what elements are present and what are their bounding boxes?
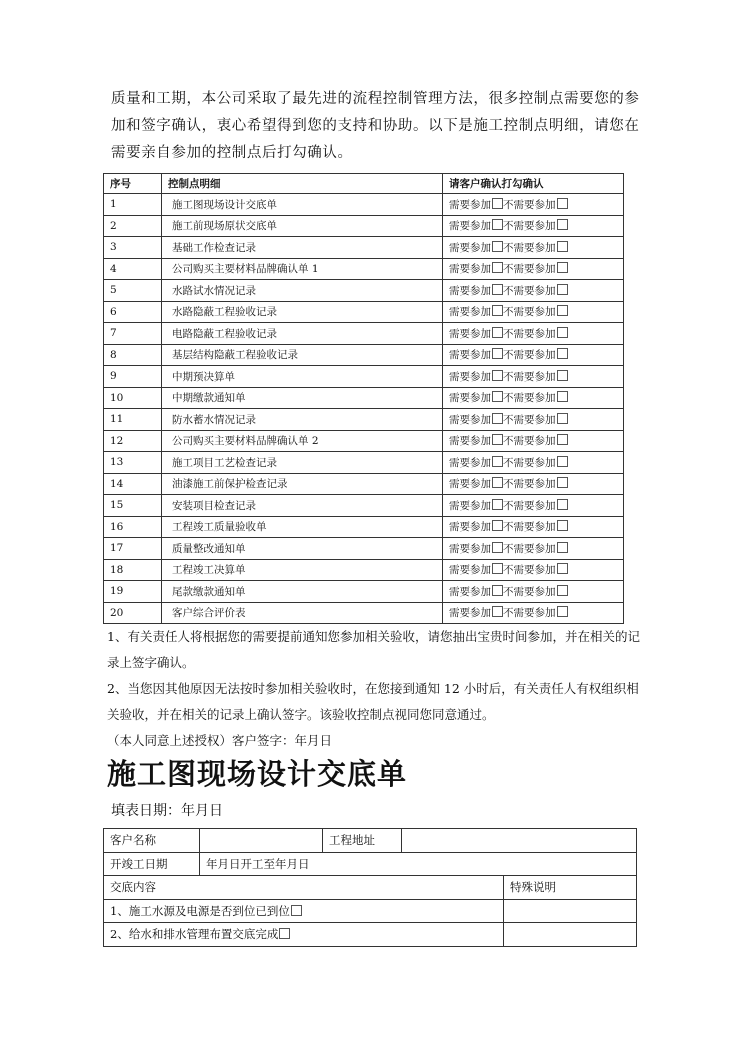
row-detail: 电路隐蔽工程验收记录	[162, 323, 443, 345]
row-index: 18	[104, 559, 162, 581]
noneed-label: 不需要参加	[503, 585, 556, 598]
row-detail: 施工项目工艺检查记录	[162, 452, 443, 474]
noneed-label: 不需要参加	[503, 456, 556, 469]
need-label: 需要参加	[449, 327, 491, 340]
need-label: 需要参加	[449, 392, 491, 405]
client-name-label: 客户名称	[104, 829, 200, 853]
noneed-label: 不需要参加	[503, 478, 556, 491]
noneed-label: 不需要参加	[503, 306, 556, 319]
need-checkbox[interactable]	[492, 563, 503, 574]
noneed-checkbox[interactable]	[557, 370, 568, 381]
row-detail: 公司购买主要材料品牌确认单 2	[162, 430, 443, 452]
row-confirm	[443, 366, 624, 388]
header-index: 序号	[104, 174, 162, 194]
need-label: 需要参加	[449, 564, 491, 577]
need-label: 需要参加	[449, 220, 491, 233]
row-index: 14	[104, 473, 162, 495]
need-label: 需要参加	[449, 435, 491, 448]
row-confirm	[443, 258, 624, 280]
need-label: 需要参加	[449, 456, 491, 469]
item-2	[104, 923, 504, 947]
note-1: 1、有关责任人将根据您的需要提前通知您参加相关验收，请您抽出宝贵时间参加，并在相关的记录上签字确认。	[107, 629, 640, 670]
notes	[107, 624, 642, 754]
noneed-label: 不需要参加	[503, 413, 556, 426]
noneed-checkbox[interactable]	[557, 499, 568, 510]
row-index: 12	[104, 430, 162, 452]
noneed-label: 不需要参加	[503, 327, 556, 340]
row-detail: 基础工作检查记录	[162, 237, 443, 259]
table-row	[104, 194, 624, 216]
noneed-checkbox[interactable]	[557, 542, 568, 553]
row-detail: 安装项目检查记录	[162, 495, 443, 517]
row-confirm	[443, 344, 624, 366]
item-2-text: 2、给水和排水管理布置交底完成	[110, 927, 279, 942]
item-1-note[interactable]	[504, 899, 637, 923]
need-label: 需要参加	[449, 521, 491, 534]
content-label: 交底内容	[104, 876, 504, 900]
table-row	[104, 387, 624, 409]
item-1	[104, 899, 504, 923]
need-label: 需要参加	[449, 499, 491, 512]
noneed-checkbox[interactable]	[557, 262, 568, 273]
need-checkbox[interactable]	[492, 434, 503, 445]
need-label: 需要参加	[449, 413, 491, 426]
row-detail: 工程竣工决算单	[162, 559, 443, 581]
row-detail: 防水蓄水情况记录	[162, 409, 443, 431]
table-row	[104, 409, 624, 431]
checkbox[interactable]	[279, 928, 290, 939]
need-label: 需要参加	[449, 241, 491, 254]
table-row	[104, 280, 624, 302]
row-index: 15	[104, 495, 162, 517]
intro-paragraph: 质量和工期，本公司采取了最先进的流程控制管理方法，很多控制点需要您的参加和签字确认，衷心希望得到您的支持和协助。以下是施工控制点明细，请您在需要亲自参加的控制点后打勾确认。	[111, 91, 640, 161]
noneed-checkbox[interactable]	[557, 456, 568, 467]
need-checkbox[interactable]	[492, 305, 503, 316]
need-checkbox[interactable]	[492, 219, 503, 230]
table-row	[104, 323, 624, 345]
noneed-checkbox[interactable]	[557, 585, 568, 596]
need-checkbox[interactable]	[492, 606, 503, 617]
need-checkbox[interactable]	[492, 327, 503, 338]
need-label: 需要参加	[449, 198, 491, 211]
row-detail: 水路隐蔽工程验收记录	[162, 301, 443, 323]
need-label: 需要参加	[449, 607, 491, 620]
table-row	[104, 559, 624, 581]
row-index: 16	[104, 516, 162, 538]
table-row	[104, 366, 624, 388]
row-index: 11	[104, 409, 162, 431]
row-confirm	[443, 538, 624, 560]
row-confirm	[443, 581, 624, 603]
row-confirm	[443, 409, 624, 431]
noneed-label: 不需要参加	[503, 370, 556, 383]
row-index: 8	[104, 344, 162, 366]
dates-value[interactable]: 年月日开工至年月日	[200, 852, 637, 876]
row-confirm	[443, 430, 624, 452]
noneed-label: 不需要参加	[503, 564, 556, 577]
row-confirm	[443, 280, 624, 302]
item-2-note[interactable]	[504, 923, 637, 947]
noneed-label: 不需要参加	[503, 349, 556, 362]
signature-line: （本人同意上述授权）客户签字：年月日	[107, 733, 333, 748]
noneed-checkbox[interactable]	[557, 434, 568, 445]
need-checkbox[interactable]	[492, 262, 503, 273]
noneed-checkbox[interactable]	[557, 219, 568, 230]
need-checkbox[interactable]	[492, 542, 503, 553]
row-confirm	[443, 387, 624, 409]
noneed-label: 不需要参加	[503, 542, 556, 555]
need-checkbox[interactable]	[492, 241, 503, 252]
row-index: 20	[104, 602, 162, 624]
noneed-label: 不需要参加	[503, 263, 556, 276]
noneed-checkbox[interactable]	[557, 241, 568, 252]
row-index: 10	[104, 387, 162, 409]
table-row	[104, 258, 624, 280]
need-label: 需要参加	[449, 349, 491, 362]
table-row	[104, 452, 624, 474]
row-confirm	[443, 602, 624, 624]
row-detail: 公司购买主要材料品牌确认单 1	[162, 258, 443, 280]
disclosure-form-table	[103, 828, 637, 947]
noneed-checkbox[interactable]	[557, 413, 568, 424]
row-detail: 中期预决算单	[162, 366, 443, 388]
row-index: 6	[104, 301, 162, 323]
form-title: 施工图现场设计交底单	[107, 757, 408, 791]
need-label: 需要参加	[449, 284, 491, 297]
row-confirm	[443, 237, 624, 259]
row-index: 2	[104, 215, 162, 237]
table-row	[104, 237, 624, 259]
table-row	[104, 215, 624, 237]
row-index: 19	[104, 581, 162, 603]
need-checkbox[interactable]	[492, 456, 503, 467]
row-index: 4	[104, 258, 162, 280]
row-detail: 客户综合评价表	[162, 602, 443, 624]
dates-label: 开竣工日期	[104, 852, 200, 876]
row-confirm	[443, 323, 624, 345]
table-row	[104, 538, 624, 560]
client-name-field[interactable]	[200, 829, 323, 853]
noneed-checkbox[interactable]	[557, 284, 568, 295]
noneed-label: 不需要参加	[503, 607, 556, 620]
noneed-label: 不需要参加	[503, 198, 556, 211]
noneed-label: 不需要参加	[503, 241, 556, 254]
item-1-text: 1、施工水源及电源是否到位已到位	[110, 903, 290, 918]
row-confirm	[443, 215, 624, 237]
header-detail: 控制点明细	[162, 174, 443, 194]
table-row	[104, 516, 624, 538]
row-detail: 基层结构隐蔽工程验收记录	[162, 344, 443, 366]
row-index: 1	[104, 194, 162, 216]
row-index: 9	[104, 366, 162, 388]
noneed-checkbox[interactable]	[557, 606, 568, 617]
table-row	[104, 581, 624, 603]
table-row	[104, 495, 624, 517]
noneed-label: 不需要参加	[503, 521, 556, 534]
need-checkbox[interactable]	[492, 413, 503, 424]
noneed-checkbox[interactable]	[557, 305, 568, 316]
table-row	[104, 301, 624, 323]
need-label: 需要参加	[449, 478, 491, 491]
noneed-label: 不需要参加	[503, 499, 556, 512]
row-confirm	[443, 473, 624, 495]
table-row	[104, 473, 624, 495]
noneed-label: 不需要参加	[503, 392, 556, 405]
row-confirm	[443, 495, 624, 517]
need-label: 需要参加	[449, 542, 491, 555]
need-checkbox[interactable]	[492, 520, 503, 531]
row-confirm	[443, 516, 624, 538]
header-confirm: 请客户确认打勾确认	[443, 174, 624, 194]
row-index: 7	[104, 323, 162, 345]
table-row	[104, 344, 624, 366]
table-row	[104, 430, 624, 452]
need-checkbox[interactable]	[492, 477, 503, 488]
noneed-checkbox[interactable]	[557, 520, 568, 531]
row-index: 13	[104, 452, 162, 474]
need-label: 需要参加	[449, 306, 491, 319]
need-checkbox[interactable]	[492, 585, 503, 596]
noneed-label: 不需要参加	[503, 284, 556, 297]
need-label: 需要参加	[449, 370, 491, 383]
row-detail: 施工图现场设计交底单	[162, 194, 443, 216]
row-detail: 施工前现场原状交底单	[162, 215, 443, 237]
row-index: 5	[104, 280, 162, 302]
need-checkbox[interactable]	[492, 348, 503, 359]
noneed-label: 不需要参加	[503, 220, 556, 233]
note-2: 2、当您因其他原因无法按时参加相关验收时，在您接到通知 12 小时后，有关责任人有权组织相关验收，并在相关的记录上确认签字。该验收控制点视同您同意通过。	[107, 681, 639, 722]
noneed-checkbox[interactable]	[557, 327, 568, 338]
row-detail: 中期缴款通知单	[162, 387, 443, 409]
row-confirm	[443, 559, 624, 581]
row-confirm	[443, 194, 624, 216]
need-checkbox[interactable]	[492, 370, 503, 381]
need-checkbox[interactable]	[492, 198, 503, 209]
noneed-label: 不需要参加	[503, 435, 556, 448]
row-detail: 工程竣工质量验收单	[162, 516, 443, 538]
noneed-checkbox[interactable]	[557, 563, 568, 574]
need-checkbox[interactable]	[492, 284, 503, 295]
row-detail: 质量整改通知单	[162, 538, 443, 560]
checkbox[interactable]	[291, 905, 302, 916]
control-points-table	[103, 173, 624, 624]
row-index: 3	[104, 237, 162, 259]
address-field[interactable]	[402, 829, 637, 853]
row-confirm	[443, 452, 624, 474]
row-detail: 尾款缴款通知单	[162, 581, 443, 603]
need-label: 需要参加	[449, 263, 491, 276]
noneed-checkbox[interactable]	[557, 348, 568, 359]
address-label: 工程地址	[323, 829, 402, 853]
need-checkbox[interactable]	[492, 499, 503, 510]
row-detail: 水路试水情况记录	[162, 280, 443, 302]
need-label: 需要参加	[449, 585, 491, 598]
need-checkbox[interactable]	[492, 391, 503, 402]
special-label: 特殊说明	[504, 876, 637, 900]
table-row	[104, 602, 624, 624]
noneed-checkbox[interactable]	[557, 198, 568, 209]
row-confirm	[443, 301, 624, 323]
row-detail: 油漆施工前保护检查记录	[162, 473, 443, 495]
row-index: 17	[104, 538, 162, 560]
noneed-checkbox[interactable]	[557, 391, 568, 402]
fill-date: 填表日期：年月日	[111, 803, 223, 819]
noneed-checkbox[interactable]	[557, 477, 568, 488]
